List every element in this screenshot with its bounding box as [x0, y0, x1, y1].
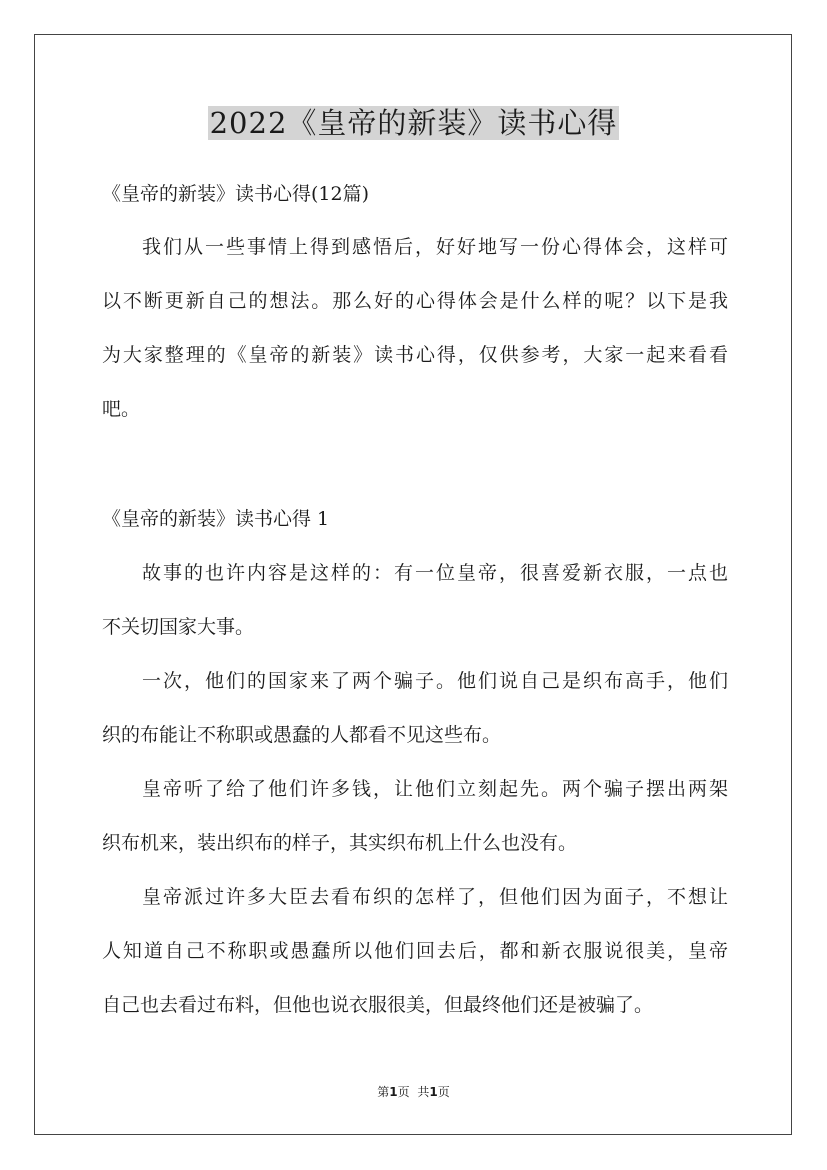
document-title-text: 2022《皇帝的新装》读书心得	[209, 106, 618, 140]
intro-line: 为大家整理的《皇帝的新装》读书心得，仅供参考，大家一起来看看	[102, 344, 728, 366]
intro-line: 吧。	[102, 398, 141, 420]
page-footer	[0, 1083, 827, 1101]
document-title	[0, 101, 827, 145]
footer-page-unit: 页	[397, 1085, 410, 1099]
paragraph-line: 故事的也许内容是这样的：有一位皇帝，很喜爱新衣服，一点也	[142, 562, 728, 584]
paragraph-line: 不关切国家大事。	[102, 616, 255, 638]
section-heading: 《皇帝的新装》读书心得 1	[102, 508, 330, 530]
paragraph-line: 皇帝派过许多大臣去看布织的怎样了，但他们因为面子，不想让	[142, 886, 728, 908]
paragraph-line: 织布机来，装出织布的样子，其实织布机上什么也没有。	[102, 832, 578, 854]
intro-line: 我们从一些事情上得到感悟后，好好地写一份心得体会，这样可	[142, 236, 728, 258]
intro-line: 以不断更新自己的想法。那么好的心得体会是什么样的呢？以下是我	[102, 290, 728, 312]
footer-page-number: 1	[389, 1085, 398, 1099]
paragraph-line: 自己也去看过布料，但他也说衣服很美，但最终他们还是被骗了。	[102, 994, 654, 1016]
paragraph-line: 织的布能让不称职或愚蠢的人都看不见这些布。	[102, 724, 502, 746]
footer-total-pages: 1	[429, 1085, 438, 1099]
subtitle: 《皇帝的新装》读书心得(12篇)	[102, 183, 370, 205]
paragraph-line: 一次，他们的国家来了两个骗子。他们说自己是织布高手，他们	[142, 670, 728, 692]
paragraph-line: 人知道自己不称职或愚蠢所以他们回去后，都和新衣服说很美，皇帝	[102, 940, 728, 962]
footer-page-prefix: 第	[377, 1085, 390, 1099]
footer-total-prefix: 共	[417, 1085, 430, 1099]
footer-total-unit: 页	[437, 1085, 450, 1099]
paragraph-line: 皇帝听了给了他们许多钱，让他们立刻起先。两个骗子摆出两架	[142, 778, 728, 800]
